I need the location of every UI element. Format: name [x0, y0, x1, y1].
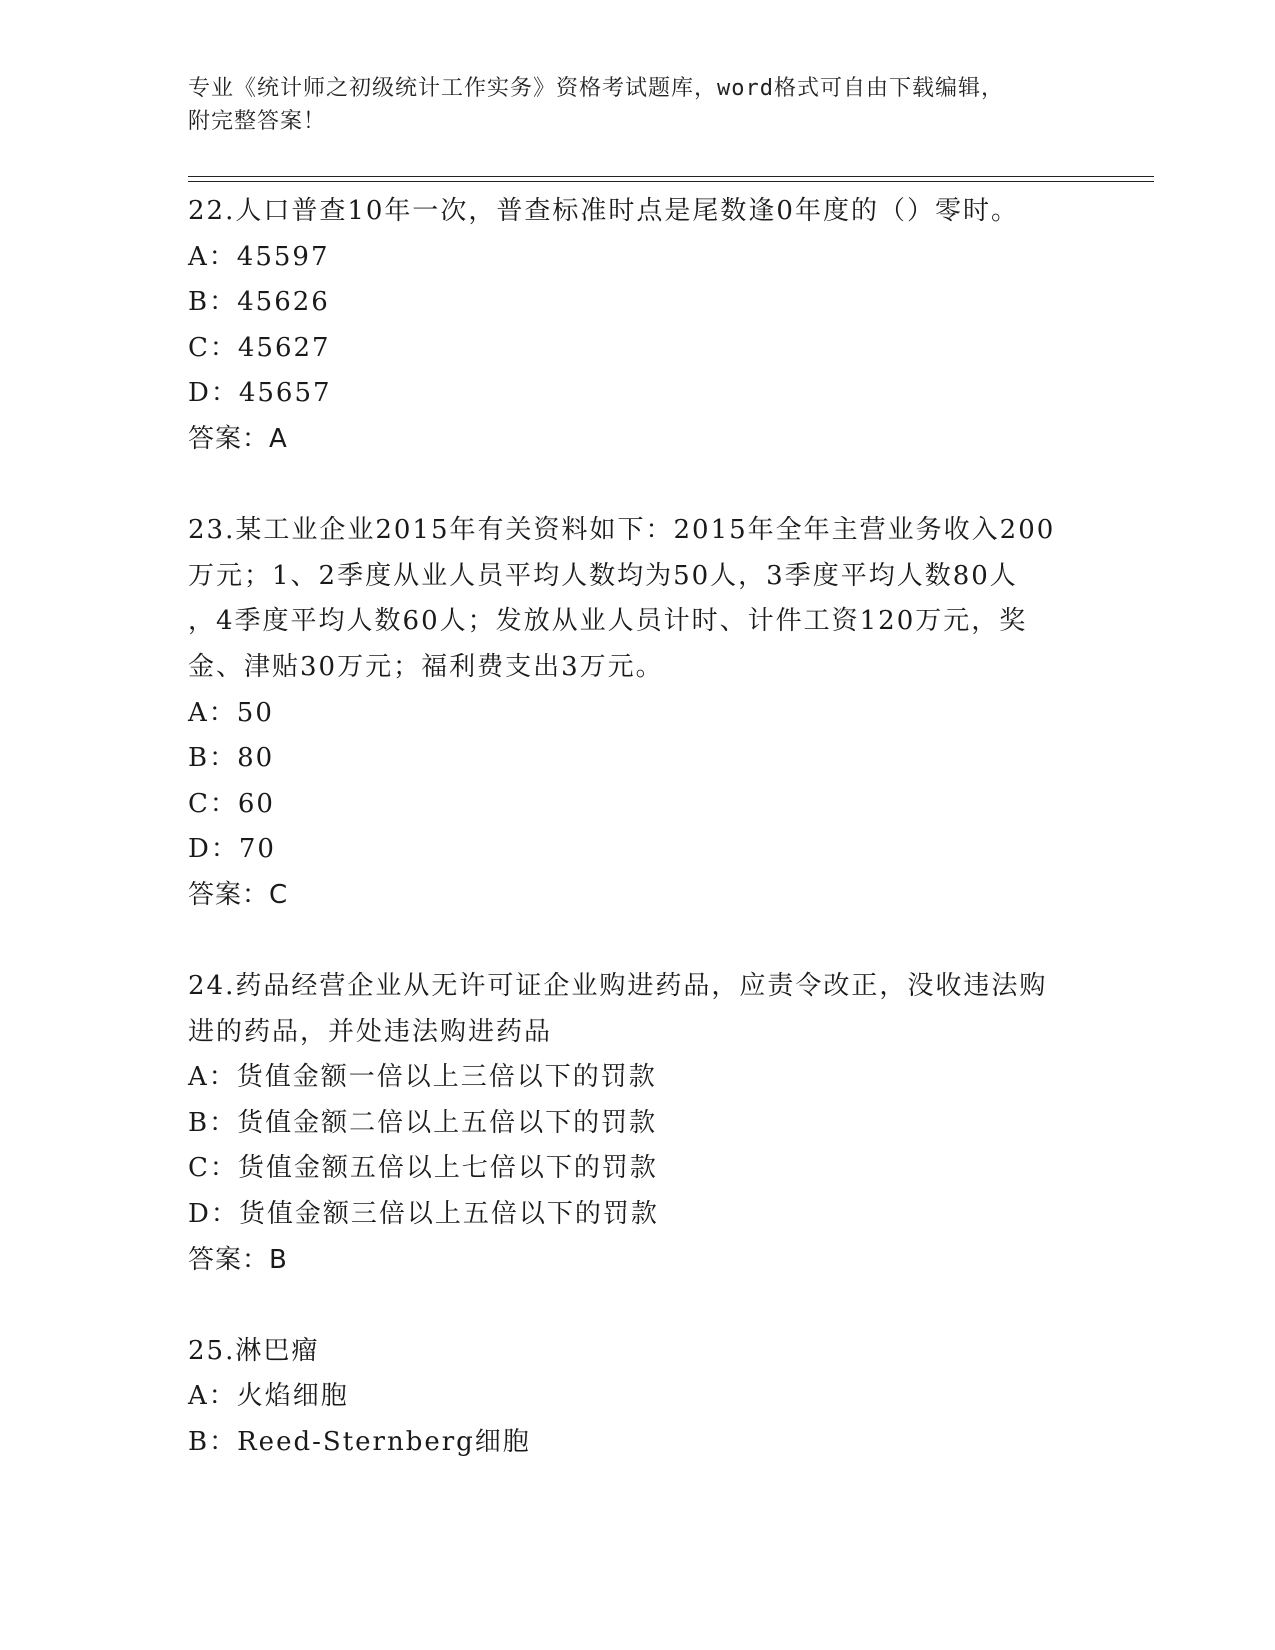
option-b: B：45626: [188, 287, 330, 318]
spacer: [188, 919, 1088, 965]
document-header: [188, 72, 1148, 138]
option-a: A：火焰细胞: [188, 1381, 349, 1412]
question-22: [188, 189, 1088, 463]
question-stem-line: 22.人口普查10年一次，普查标准时点是尾数逢0年度的（）零时。: [188, 196, 1019, 226]
question-stem-line: 25.淋巴瘤: [188, 1335, 320, 1366]
option-c: C：货值金额五倍以上七倍以下的罚款: [188, 1153, 658, 1184]
header-line-1: 专业《统计师之初级统计工作实务》资格考试题库，word格式可自由下载编辑，: [188, 76, 1004, 101]
option-b: B：货值金额二倍以上五倍以下的罚款: [188, 1107, 658, 1138]
option-b: B：80: [188, 743, 275, 774]
option-c: C：45627: [188, 332, 331, 363]
header-divider-bottom: [188, 181, 1154, 182]
question-stem-line: ，4季度平均人数60人；发放从业人员计时、计件工资120万元，奖: [188, 606, 1028, 637]
question-24: [188, 964, 1088, 1283]
option-a: A：50: [188, 697, 274, 728]
question-stem-line: 23.某工业企业2015年有关资料如下：2015年全年主营业务收入200: [188, 515, 1056, 546]
question-stem-line: 金、津贴30万元；福利费支出3万元。: [188, 651, 664, 682]
spacer: [188, 1283, 1088, 1329]
question-25: [188, 1329, 1088, 1466]
answer-line: 答案：B: [188, 1244, 288, 1275]
question-list: [188, 189, 1088, 1466]
header-line-2: 附完整答案！: [188, 109, 327, 134]
spacer: [188, 463, 1088, 509]
answer-line: 答案：C: [188, 879, 289, 910]
header-divider-top: [188, 176, 1154, 177]
option-b: B：Reed-Sternberg细胞: [188, 1427, 531, 1458]
question-stem-line: 进的药品，并处违法购进药品: [188, 1016, 553, 1047]
question-23: [188, 508, 1088, 918]
option-d: D：70: [188, 834, 276, 865]
option-d: D：货值金额三倍以上五倍以下的罚款: [188, 1199, 659, 1230]
answer-line: 答案：A: [188, 423, 288, 454]
question-stem-line: 万元；1、2季度从业人员平均人数均为50人，3季度平均人数80人: [188, 560, 1018, 591]
option-a: A：货值金额一倍以上三倍以下的罚款: [188, 1062, 657, 1093]
option-c: C：60: [188, 788, 275, 819]
option-d: D：45657: [188, 378, 332, 409]
question-stem-line: 24.药品经营企业从无许可证企业购进药品，应责令改正，没收违法购: [188, 971, 1048, 1002]
option-a: A：45597: [188, 241, 330, 272]
